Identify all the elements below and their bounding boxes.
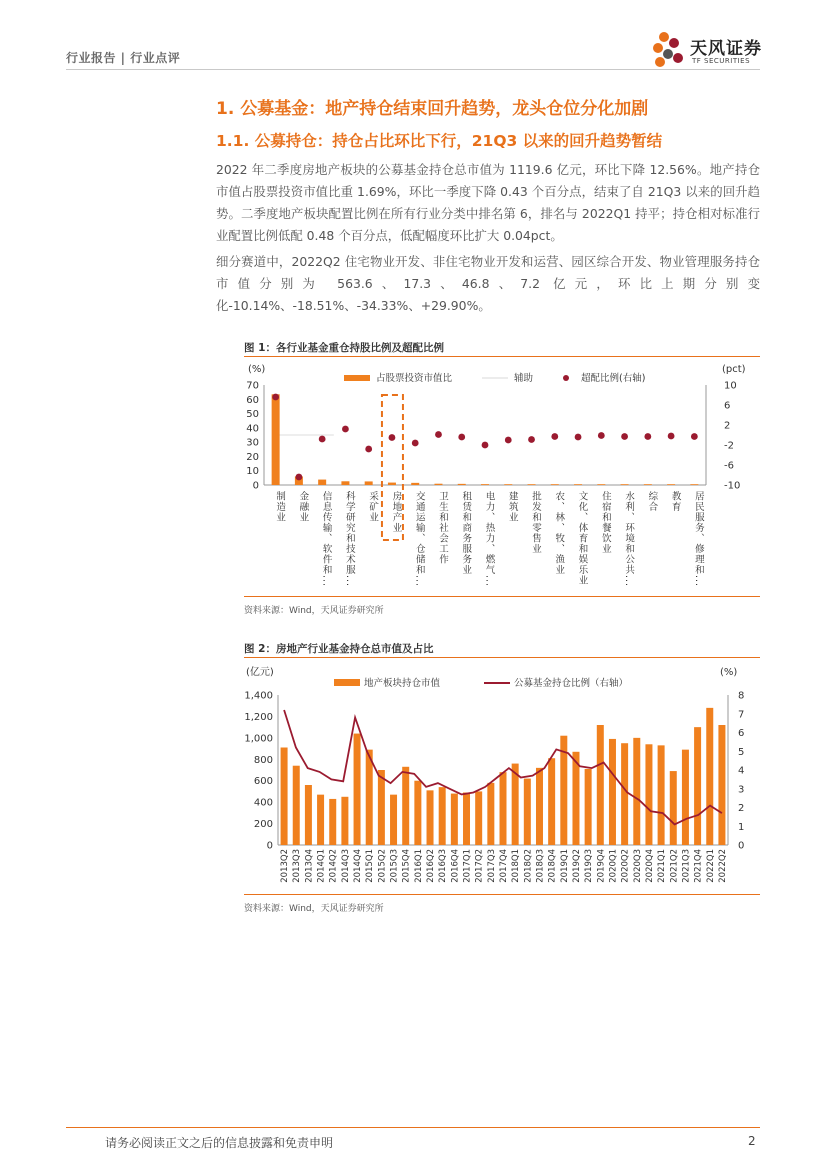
chart1-dot (575, 434, 582, 441)
logo-petal-2 (669, 38, 679, 48)
chart1-category-label: 交通运输、仓储和... (413, 491, 425, 588)
chart1-left-tick: 10 (246, 466, 259, 478)
chart2-left-tick: 400 (253, 797, 273, 809)
chart2-bar (597, 725, 604, 845)
chart1-right-tick: 6 (724, 400, 731, 412)
chart2-bar (378, 770, 385, 845)
chart1-right-tick: -10 (724, 480, 741, 492)
logo-text-cn: 天风证券 (690, 39, 762, 59)
chart2-bar (329, 799, 336, 845)
chart2-right-tick: 4 (738, 765, 745, 777)
chart2-bar (354, 734, 361, 845)
chart1-bar (621, 484, 629, 485)
chart2-bar (609, 739, 616, 845)
chart1-dot (644, 433, 651, 440)
chart1-left-tick: 0 (252, 480, 259, 492)
chart1-dot (668, 433, 675, 440)
chart2-legend-bar-swatch (334, 679, 360, 686)
chart1-bar (388, 483, 396, 485)
chart2-bar (390, 795, 397, 845)
footer-rule (66, 1127, 760, 1128)
chart2-bar (463, 793, 470, 846)
chart2-right-tick: 3 (738, 784, 745, 796)
logo-petal-3 (653, 43, 663, 53)
chart2-x-tick: 2017Q1 (462, 849, 473, 883)
chart1-dot (319, 436, 326, 443)
chart2-x-tick: 2017Q3 (486, 849, 497, 883)
chart1-bar (644, 484, 652, 485)
chart1-category-label: 卫生和社会工作 (436, 491, 448, 565)
chart2-right-tick: 8 (738, 690, 745, 702)
figure2-title: 图 2：房地产行业基金持仓总市值及占比 (244, 643, 434, 655)
chart1-legend-aux-label: 辅助 (514, 373, 534, 384)
chart2-x-tick: 2020Q3 (632, 849, 643, 883)
chart2-left-tick: 800 (253, 754, 273, 766)
chart2-right-tick: 6 (738, 728, 745, 739)
chart2-left-unit: (亿元) (246, 667, 274, 678)
chart2-bar (718, 725, 725, 845)
chart2-x-tick: 2020Q1 (608, 849, 619, 883)
chart1-bar (318, 480, 326, 485)
chart2-bar (366, 750, 373, 845)
chart2-bar (439, 787, 446, 845)
chart1-right-tick: -6 (724, 460, 734, 472)
chart1-bar (574, 484, 582, 485)
chart2-x-tick: 2014Q4 (353, 849, 364, 883)
chart2-left-tick: 1,400 (244, 690, 273, 702)
chart1-dot (365, 446, 372, 453)
section-heading-1-1: 1.1. 公募持仓：持仓占比环比下行，21Q3 以来的回升趋势暂结 (216, 132, 663, 150)
chart2-bar (633, 738, 640, 845)
chart2-bar (414, 781, 421, 845)
chart2-bar (524, 779, 531, 845)
chart1-left-tick: 50 (246, 409, 259, 421)
chart1-category-label: 水利、环境和公共... (623, 491, 635, 588)
chart1-left-unit: (%) (248, 364, 266, 375)
chart2-left-tick: 1,000 (244, 733, 273, 745)
chart1-right-unit: (pct) (722, 364, 746, 375)
chart1-category-label: 住宿和餐饮业 (599, 491, 611, 554)
chart2-right-tick: 5 (738, 746, 745, 758)
chart2-bar (427, 790, 434, 845)
chart1-category-label: 金融业 (297, 491, 309, 523)
chart2-x-tick: 2016Q3 (438, 849, 449, 883)
chart1-dot (295, 474, 302, 481)
chart1-left-tick: 60 (246, 394, 259, 406)
chart2-bar (305, 785, 312, 845)
chart1-dot (482, 442, 489, 449)
chart1-dot (551, 433, 558, 440)
chart1-legend-bar-swatch (344, 375, 370, 381)
figure1-bottom-rule (244, 596, 760, 597)
chart1-bar (597, 484, 605, 485)
chart1-category-label: 科学研究和技术服... (343, 491, 355, 588)
chart2-bar (341, 797, 348, 845)
figure1-top-rule (244, 356, 760, 357)
chart1-category-label: 教育 (669, 491, 681, 512)
chart2-right-unit: (%) (720, 667, 738, 678)
chart1-bar (365, 481, 373, 485)
chart1-category-label: 农、林、牧、渔业 (553, 491, 565, 575)
figure2-top-rule (244, 657, 760, 658)
chart2-bar (317, 795, 324, 845)
logo-petal-6 (655, 57, 665, 67)
chart1-legend-dot-label: 超配比例(右轴) (581, 373, 646, 384)
chart2-x-tick: 2017Q4 (499, 849, 509, 883)
chart2-bar (694, 727, 701, 845)
chart2-x-tick: 2019Q3 (584, 849, 595, 883)
chart2-bar (451, 794, 458, 845)
chart1-left-tick: 40 (246, 423, 259, 435)
chart2-x-tick: 2016Q4 (450, 849, 461, 883)
chart2-bar (706, 708, 713, 845)
figure1-title: 图 1：各行业基金重仓持股比例及超配比例 (244, 342, 444, 354)
paragraph-2: 细分赛道中，2022Q2 住宅物业开发、非住宅物业开发和运营、园区综合开发、物业管理服务持仓市值分别为 563.6、17.3、46.8、7.2 亿元，环比上期分别变化-10.14%、-18.51%、-34.33%、+29.90%。 (216, 254, 760, 313)
chart2-right-tick: 7 (738, 709, 745, 721)
footer-disclaimer: 请务必阅读正文之后的信息披露和免责申明 (105, 1136, 334, 1150)
chart2-bar (536, 768, 543, 845)
chart1-dot (598, 432, 605, 439)
chart1-bar (458, 484, 466, 485)
chart1-bar (504, 484, 512, 485)
chart1-dot (621, 433, 628, 440)
chart2-bar (645, 744, 652, 845)
chart2-x-tick: 2014Q3 (340, 849, 351, 883)
chart2-right-tick: 1 (738, 821, 745, 833)
chart1-bar (551, 484, 559, 485)
chart1-bar (481, 484, 489, 485)
chart2-x-tick: 2015Q1 (365, 849, 376, 883)
chart2-bar (670, 771, 677, 845)
chart2-x-tick: 2016Q1 (413, 849, 424, 883)
chart2-x-tick: 2018Q1 (511, 849, 522, 883)
chart1-category-label: 建筑业 (506, 491, 518, 523)
chart2-x-tick: 2015Q4 (401, 849, 412, 883)
chart1-left-tick: 70 (246, 380, 259, 392)
chart2-x-tick: 2021Q4 (693, 849, 704, 883)
chart2-x-tick: 2021Q3 (681, 849, 692, 883)
chart2-bar (585, 769, 592, 845)
chart1-left-tick: 20 (246, 451, 259, 463)
page-number: 2 (748, 1134, 756, 1148)
chart2-bar (658, 745, 665, 845)
section-heading-1: 1. 公募基金：地产持仓结束回升趋势，龙头仓位分化加剧 (216, 99, 649, 119)
chart2-x-tick: 2022Q1 (705, 849, 716, 883)
chart2-x-tick: 2015Q3 (389, 849, 400, 883)
chart1-dot (528, 436, 535, 443)
chart1-bar (411, 483, 419, 485)
chart1-dot (389, 434, 396, 441)
chart1-dot (412, 440, 419, 447)
chart2-bar (293, 766, 300, 845)
chart1-legend-bar-label: 占股票投资市值比 (376, 373, 453, 384)
chart2-bar (682, 750, 689, 845)
chart1-right-tick: -2 (724, 440, 734, 452)
chart1-bar (272, 394, 280, 485)
chart1-right-tick: 10 (724, 380, 737, 392)
chart2-x-tick: 2019Q1 (559, 849, 570, 883)
chart1-right-tick: 2 (724, 420, 731, 432)
chart2-x-tick: 2018Q4 (547, 849, 558, 883)
chart2-x-tick: 2015Q2 (377, 849, 388, 883)
logo-text-en: TF SECURITIES (692, 57, 751, 65)
chart1-bar (667, 484, 675, 485)
chart1-category-label: 居民服务、修理和... (692, 491, 704, 588)
chart1-category-label: 综合 (646, 491, 658, 512)
chart2-x-tick: 2016Q2 (426, 849, 437, 883)
header-breadcrumb: 行业报告 | 行业点评 (66, 51, 181, 65)
chart1-legend-dot-swatch (563, 375, 569, 381)
figure2-chart (244, 659, 760, 894)
chart1-category-label: 文化、体育和娱乐业 (576, 491, 588, 586)
chart2-x-tick: 2020Q4 (644, 849, 655, 883)
chart2-x-tick: 2021Q1 (657, 849, 668, 883)
chart2-x-tick: 2017Q2 (474, 849, 485, 883)
chart2-legend-bar-label: 地产板块持仓市值 (364, 678, 441, 689)
chart2-right-tick: 0 (738, 840, 745, 852)
logo-petal-4 (663, 49, 673, 59)
chart2-left-tick: 600 (253, 776, 273, 788)
chart2-x-tick: 2014Q1 (316, 849, 327, 883)
chart1-category-label: 租赁和商务服务业 (460, 491, 472, 575)
chart2-x-tick: 2021Q2 (669, 849, 680, 883)
chart2-left-tick: 1,200 (244, 711, 273, 723)
chart1-dot (342, 426, 349, 433)
chart1-dot (272, 394, 279, 401)
chart1-left-tick: 30 (246, 437, 259, 449)
chart2-bar (281, 748, 288, 846)
chart2-x-tick: 2014Q2 (328, 849, 339, 883)
chart2-bar (402, 767, 409, 845)
figure2-bottom-rule (244, 894, 760, 895)
chart1-dot (435, 431, 442, 438)
chart2-x-tick: 2013Q3 (292, 849, 303, 883)
logo-petal-5 (673, 53, 683, 63)
chart2-bar (500, 772, 507, 845)
chart2-x-tick: 2022Q2 (717, 849, 728, 883)
chart2-legend-line-label: 公募基金持仓比例（右轴） (514, 678, 629, 689)
chart1-category-label: 批发和零售业 (530, 491, 542, 554)
chart1-category-label: 信息传输、软件和... (320, 491, 332, 588)
chart2-bar (475, 791, 482, 845)
chart2-x-tick: 2019Q4 (596, 849, 607, 883)
chart2-bar (621, 743, 628, 845)
chart1-bar (690, 484, 698, 485)
chart2-x-tick: 2013Q4 (304, 849, 315, 883)
chart1-dot (458, 434, 465, 441)
chart1-bar (341, 481, 349, 485)
chart2-left-tick: 0 (266, 840, 273, 852)
chart2-x-tick: 2019Q2 (571, 849, 582, 883)
chart2-left-tick: 200 (253, 819, 273, 831)
paragraph-1: 2022 年二季度房地产板块的公募基金持仓总市值为 1119.6 亿元，环比下降 12.56%。地产持仓市值占股票投资市值比重 1.69%，环比一季度下降 0.43 个百分点，结束了自 21Q3 以来的回升趋势。二季度地产板块配置比例在所有行业分类中排名第 6，排名与 2022Q1 持平；持仓相对标准行业配置比例低配 0.48 个百分点，低配幅度环比扩大 0.04pct。 (216, 162, 760, 243)
chart1-category-label: 制造业 (274, 491, 286, 523)
chart1-dot (691, 433, 698, 440)
figure1-source: 资料来源：Wind，天风证券研究所 (244, 606, 384, 616)
chart2-x-tick: 2018Q2 (523, 849, 534, 883)
chart1-dot (505, 437, 512, 444)
chart2-bar (548, 758, 555, 845)
chart1-bar (434, 484, 442, 485)
chart1-category-label: 房地产业 (390, 491, 402, 533)
figure2-source: 资料来源：Wind，天风证券研究所 (244, 904, 384, 914)
chart2-bar (487, 783, 494, 845)
chart2-x-tick: 2018Q3 (535, 849, 546, 883)
chart1-bar (528, 484, 536, 485)
chart2-right-tick: 2 (738, 803, 745, 814)
chart2-x-tick: 2020Q2 (620, 849, 631, 883)
chart1-category-label: 电力、热力、燃气... (483, 491, 495, 588)
chart2-x-tick: 2013Q2 (280, 849, 291, 883)
logo-petal-1 (659, 32, 669, 42)
figure1-chart (244, 358, 760, 596)
chart1-category-label: 采矿业 (367, 491, 379, 523)
